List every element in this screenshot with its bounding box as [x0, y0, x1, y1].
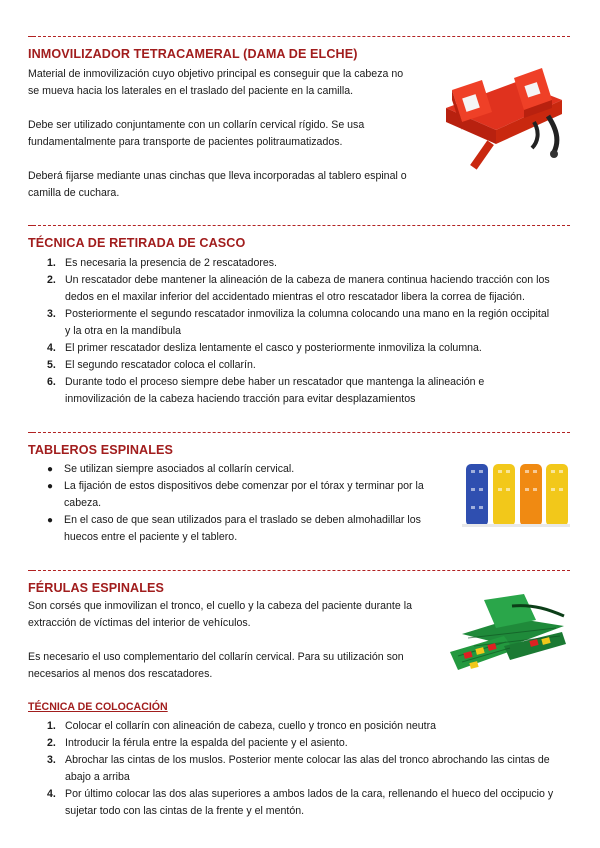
list-item — [47, 478, 444, 512]
list-item — [47, 374, 575, 408]
list-number: 2. — [47, 737, 56, 749]
text-line: Deberá fijarse mediante unas cinchas que lleva incorporadas al tablero espinal o — [28, 170, 407, 182]
list-number: 6. — [47, 376, 56, 388]
bullet-icon: ● — [47, 464, 54, 475]
text-line: La fijación de estos dispositivos debe comenzar por el tórax y terminar por la — [64, 480, 424, 492]
section-divider — [28, 36, 570, 37]
text-line: El primer rescatador desliza lentamente el casco y posteriormente inmoviliza la columna. — [65, 342, 482, 354]
list-item — [47, 512, 444, 546]
list-number: 3. — [47, 308, 56, 320]
text-line: huecos entre el paciente y el tablero. — [64, 531, 238, 543]
list-number: 4. — [47, 788, 56, 800]
text-line: fundamentalmente para transporte de pacientes politraumatizados. — [28, 136, 343, 148]
head-immobilizer-image — [438, 60, 568, 170]
text-line: se mueva hacia los laterales en el traslado del paciente en la camilla. — [28, 85, 354, 97]
text-line: y la otra en la mandíbula — [65, 325, 182, 337]
list-item — [47, 357, 575, 374]
list-number: 1. — [47, 257, 56, 269]
text-line: Es necesaria la presencia de 2 rescatadores. — [65, 257, 277, 269]
section-divider — [28, 432, 570, 433]
text-line: necesarios al menos dos rescatadores. — [28, 668, 213, 680]
placement-technique-subtitle: TÉCNICA DE COLOCACIÓN — [28, 701, 168, 713]
text-line: El segundo rescatador coloca el collarín. — [65, 359, 256, 371]
text-line: Posteriormente el segundo rescatador inmoviliza la columna colocando una mano en la región occipital — [65, 308, 550, 320]
text-line: Debe ser utilizado conjuntamente con un collarín cervical rígido. Se usa — [28, 119, 365, 131]
text-line: Material de inmovilización cuyo objetivo principal es conseguir que la cabeza no — [28, 68, 404, 80]
text-line: cabeza. — [64, 497, 102, 509]
spinal-boards-bullets — [47, 461, 444, 546]
text-line: Colocar el collarín con alineación de cabeza, cuello y tronco en posición neutra — [65, 720, 437, 732]
text-line: inmovilización de la cabeza haciendo tracción para evitar desplazamientos — [65, 393, 416, 405]
list-item — [47, 718, 575, 735]
immobilizer-paragraph-1 — [28, 66, 403, 100]
placement-technique-steps — [47, 718, 575, 820]
text-line: sujetar todo con las cintas de la frente y el mentón. — [65, 805, 305, 817]
bullet-icon: ● — [47, 515, 54, 526]
text-line: dedos en el maxilar inferior del accidentado mientras el otro rescatador libera la correa de fijación. — [65, 291, 525, 303]
bullet-icon: ● — [47, 481, 54, 492]
text-line: Es necesario el uso complementario del collarín cervical. Para su utilización son — [28, 651, 404, 663]
helmet-removal-steps — [47, 255, 575, 408]
text-line: Un rescatador debe mantener la alineación de la cabeza de manera continua haciendo tracción con los — [65, 274, 550, 286]
text-line: Introducir la férula entre la espalda del paciente y el asiento. — [65, 737, 348, 749]
immobilizer-paragraph-3 — [28, 168, 407, 202]
section-divider — [28, 570, 570, 571]
splints-paragraph-2 — [28, 649, 404, 683]
list-number: 2. — [47, 274, 56, 286]
list-item — [47, 461, 444, 478]
splints-paragraph-1 — [28, 598, 412, 632]
list-item — [47, 340, 575, 357]
section-title-spinal-splints: FÉRULAS ESPINALES — [28, 581, 165, 595]
list-item — [47, 255, 575, 272]
text-line: Se utilizan siempre asociados al collarín cervical. — [64, 463, 295, 475]
list-item — [47, 752, 575, 786]
text-line: Durante todo el proceso siempre debe haber un rescatador que mantenga la alineación e — [65, 376, 485, 388]
text-line: Son corsés que inmovilizan el tronco, el cuello y la cabeza del paciente durante la — [28, 600, 412, 612]
list-item — [47, 306, 575, 340]
spinal-boards-image — [462, 462, 570, 528]
immobilizer-paragraph-2 — [28, 117, 364, 151]
list-number: 1. — [47, 720, 56, 732]
section-title-helmet-removal: TÉCNICA DE RETIRADA DE CASCO — [28, 236, 246, 250]
list-number: 4. — [47, 342, 56, 354]
list-number: 5. — [47, 359, 56, 371]
text-line: En el caso de que sean utilizados para el traslado se deben almohadillar los — [64, 514, 421, 526]
text-line: Por último colocar las dos alas superiores a ambos lados de la cara, rellenando el hueco del occipucio y — [65, 788, 554, 800]
list-item — [47, 735, 575, 752]
section-title-spinal-boards: TABLEROS ESPINALES — [28, 443, 174, 457]
section-title-immobilizer: INMOVILIZADOR TETRACAMERAL (DAMA DE ELCHE) — [28, 47, 358, 61]
list-item — [47, 786, 575, 820]
spinal-splint-image — [444, 590, 570, 682]
list-number: 3. — [47, 754, 56, 766]
text-line: abajo a arriba — [65, 771, 130, 783]
section-divider — [28, 225, 570, 226]
text-line: extracción de víctimas del interior de vehículos. — [28, 617, 251, 629]
text-line: Abrochar las cintas de los muslos. Posterior mente colocar las alas del tronco abrochando las cintas de — [65, 754, 550, 766]
text-line: camilla de cuchara. — [28, 187, 120, 199]
list-item — [47, 272, 575, 306]
